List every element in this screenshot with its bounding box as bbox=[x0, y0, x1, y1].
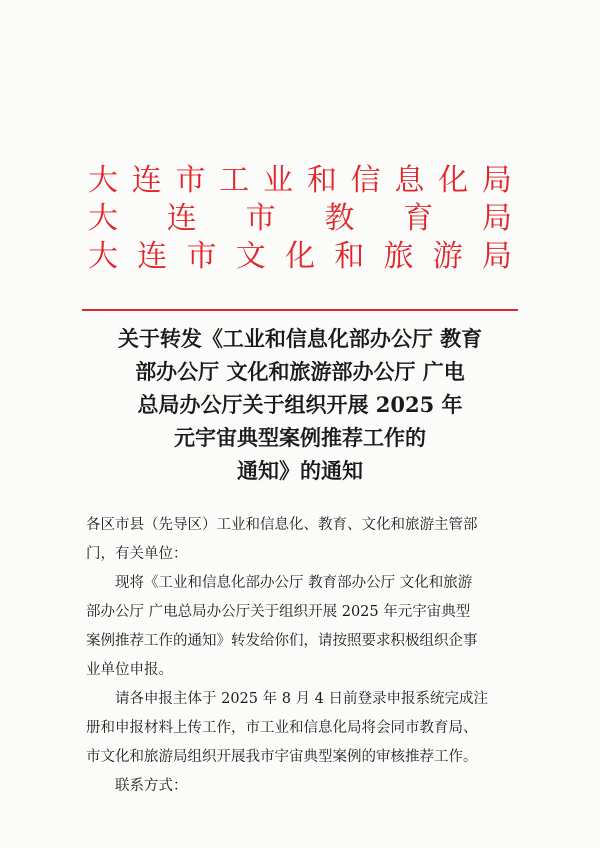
title-line: 元宇宙典型案例推荐工作的 bbox=[174, 425, 426, 450]
title-line: 关于转发《工业和信息化部办公厅 教育 bbox=[117, 326, 483, 351]
paragraph-line: 现将《工业和信息化部办公厅 教育部办公厅 文化和旅游 bbox=[115, 575, 473, 591]
issuer-industry-it-bureau: 大 连 市 工 业 和 信 息 化 局 bbox=[88, 163, 512, 198]
paragraph-line: 业单位申报。 bbox=[86, 662, 173, 678]
document-title bbox=[70, 322, 530, 487]
document-body bbox=[86, 511, 518, 801]
title-line: 通知》的通知 bbox=[237, 458, 363, 483]
salutation-line: 各区市县（先导区）工业和信息化、教育、文化和旅游主管部 bbox=[86, 517, 478, 533]
paragraph-line: 请各申报主体于 2025 年 8 月 4 日前登录申报系统完成注 bbox=[115, 691, 489, 707]
red-header-rule bbox=[82, 309, 518, 311]
issuer-education-bureau: 大 连 市 教 育 局 bbox=[88, 201, 512, 236]
paragraph-line: 部办公厅 广电总局办公厅关于组织开展 2025 年元宇宙典型 bbox=[86, 604, 471, 620]
paragraph-line: 市文化和旅游局组织开展我市宇宙典型案例的审核推荐工作。 bbox=[86, 749, 478, 765]
issuing-authorities bbox=[88, 162, 512, 276]
title-line: 总局办公厅关于组织开展 2025 年 bbox=[137, 392, 463, 417]
paragraph-line: 册和申报材料上传工作，市工业和信息化局将会同市教育局、 bbox=[86, 720, 478, 736]
paragraph-line: 案例推荐工作的通知》转发给你们，请按照要求积极组织企事 bbox=[86, 633, 478, 649]
issuer-culture-tourism-bureau: 大 连 市 文 化 和 旅 游 局 bbox=[88, 239, 512, 274]
title-line: 部办公厅 文化和旅游部办公厅 广电 bbox=[135, 359, 465, 384]
contact-label: 联系方式： bbox=[115, 778, 188, 794]
salutation-line: 门，有关单位： bbox=[86, 546, 188, 562]
